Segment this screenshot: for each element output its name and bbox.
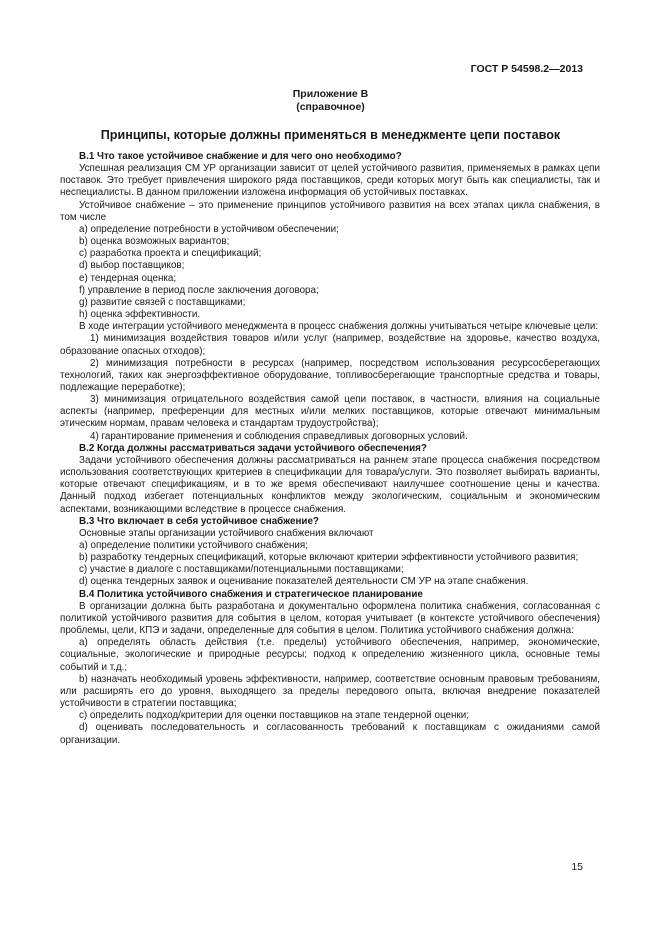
document-id: ГОСТ Р 54598.2—2013 [470, 63, 583, 75]
list-item: h) оценка эффективности. [79, 309, 201, 321]
list-item: g) развитие связей с поставщиками; [79, 296, 246, 308]
section-b3-heading: В.3 Что включает в себя устойчивое снабжение? [79, 515, 319, 527]
annex-title: Приложение В [292, 88, 369, 100]
section-b2-paragraph: Задачи устойчивого обеспечения должны рассматриваться на раннем этапе процесса снабжения посредством использования соответствующих критериев в спецификации для товара/услуги. Это позволяет выбирать варианты, которые отвечают спецификациям, и в то же время обеспечивают наилучшее соотношение цены и качества. Данный подход избегает потенциальных конфликтов между экологическим, социальным и экономическим аспектами, возникающими вследствие в процессе снабжения. [60, 454, 600, 515]
list-item: 1) минимизация воздействия товаров и/или услуг (например, воздействие на здоровье, качество воздуха, образование опасных отходов); [60, 333, 600, 357]
section-b1-paragraph: Устойчивое снабжение – это применение принципов устойчивого развития на всех этапах цикла снабжения, в том числе [60, 199, 600, 223]
list-item: 3) минимизация отрицательного воздействия самой цепи поставок, в частности, влияния на социальные аспекты (например, преференции для местных и/или мелких поставщиков, которые отвечают минимальным этическим нормам, правам человека и стандартам трудоустройства); [60, 394, 600, 430]
list-item: d) оценивать последовательность и согласованность требований к поставщикам с ожиданиями самой организации. [60, 722, 600, 746]
page-number: 15 [571, 861, 583, 873]
list-item: c) определить подход/критерии для оценки поставщиков на этапе тендерной оценки; [79, 710, 469, 722]
list-item: a) определение потребности в устойчивом обеспечении; [79, 223, 339, 235]
list-item: c) разработка проекта и спецификаций; [79, 248, 262, 260]
list-item: b) оценка возможных вариантов; [79, 236, 230, 248]
section-b1-paragraph: Успешная реализация СМ УР организации зависит от целей устойчивого развития, применяемых в рамках цепи поставок. Это требует привлечения широкого ряда поставщиков, среди которых могут быть как специалисты, так и неспециалисты. В данном приложении изложена информация об устойчивых поставках. [60, 163, 600, 199]
list-item: 2) минимизация потребности в ресурсах (например, посредством использования ресурсосберегающих технологий, таких как энергоэффективное оборудование, топливосберегающие транспортные средства и товары, подлежащие переработке); [60, 357, 600, 393]
section-b3-paragraph: Основные этапы организации устойчивого снабжения включают [79, 527, 374, 539]
list-item: b) назначать необходимый уровень эффективности, например, соответствие основным правовым требованиям, или расширять его до уровня, выходящего за пределы передового опыта, включая внедрение показателей устойчивости в стратегии поставщика; [60, 673, 600, 710]
main-title: Принципы, которые должны применяться в менеджменте цепи поставок [100, 128, 561, 142]
list-item: а) определять область действия (т.е. пределы) устойчивого обеспечения, например, экономические, социальные, экологические и природные ресурсы; подход к определению жизненного цикла, основные темы событий и т.д.; [60, 637, 600, 673]
section-b1-paragraph: В ходе интеграции устойчивого менеджмента в процесс снабжения должны учитываться четыре ключевые цели: [79, 321, 599, 333]
list-item: d) выбор поставщиков; [79, 260, 185, 272]
list-item: e) тендерная оценка; [79, 272, 177, 284]
list-item: 4) гарантирование применения и соблюдения справедливых договорных условий. [90, 430, 468, 442]
list-item: f) управление в период после заключения договора; [79, 284, 319, 296]
document-body [60, 151, 600, 747]
section-b4-paragraph: В организации должна быть разработана и документально оформлена политика снабжения, согласованная с политикой устойчивого развития для события в целом, которая учитывает (в контексте устойчивого обеспечения) проблемы, цели, КПЭ и задачи, определенные для события в целом. Политика устойчивого снабжения должна: [60, 600, 600, 637]
list-item: а) определение политики устойчивого снабжения; [79, 540, 308, 551]
section-b4-heading: В.4 Политика устойчивого снабжения и стратегическое планирование [79, 588, 423, 600]
annex-heading [0, 88, 661, 114]
list-item: b) разработку тендерных спецификаций, которые включают критерии эффективности устойчивого развития; [79, 552, 579, 564]
annex-subtitle: (справочное) [296, 101, 365, 113]
list-item: c) участие в диалоге с поставщиками/потенциальными поставщиками; [79, 564, 404, 576]
section-b2-heading: В.2 Когда должны рассматриваться задачи устойчивого обеспечения? [79, 442, 427, 454]
section-b1-heading: В.1 Что такое устойчивое снабжение и для чего оно необходимо? [79, 151, 402, 162]
list-item: d) оценка тендерных заявок и оценивание показателей деятельности СМ УР на этапе снабжения. [79, 576, 529, 588]
